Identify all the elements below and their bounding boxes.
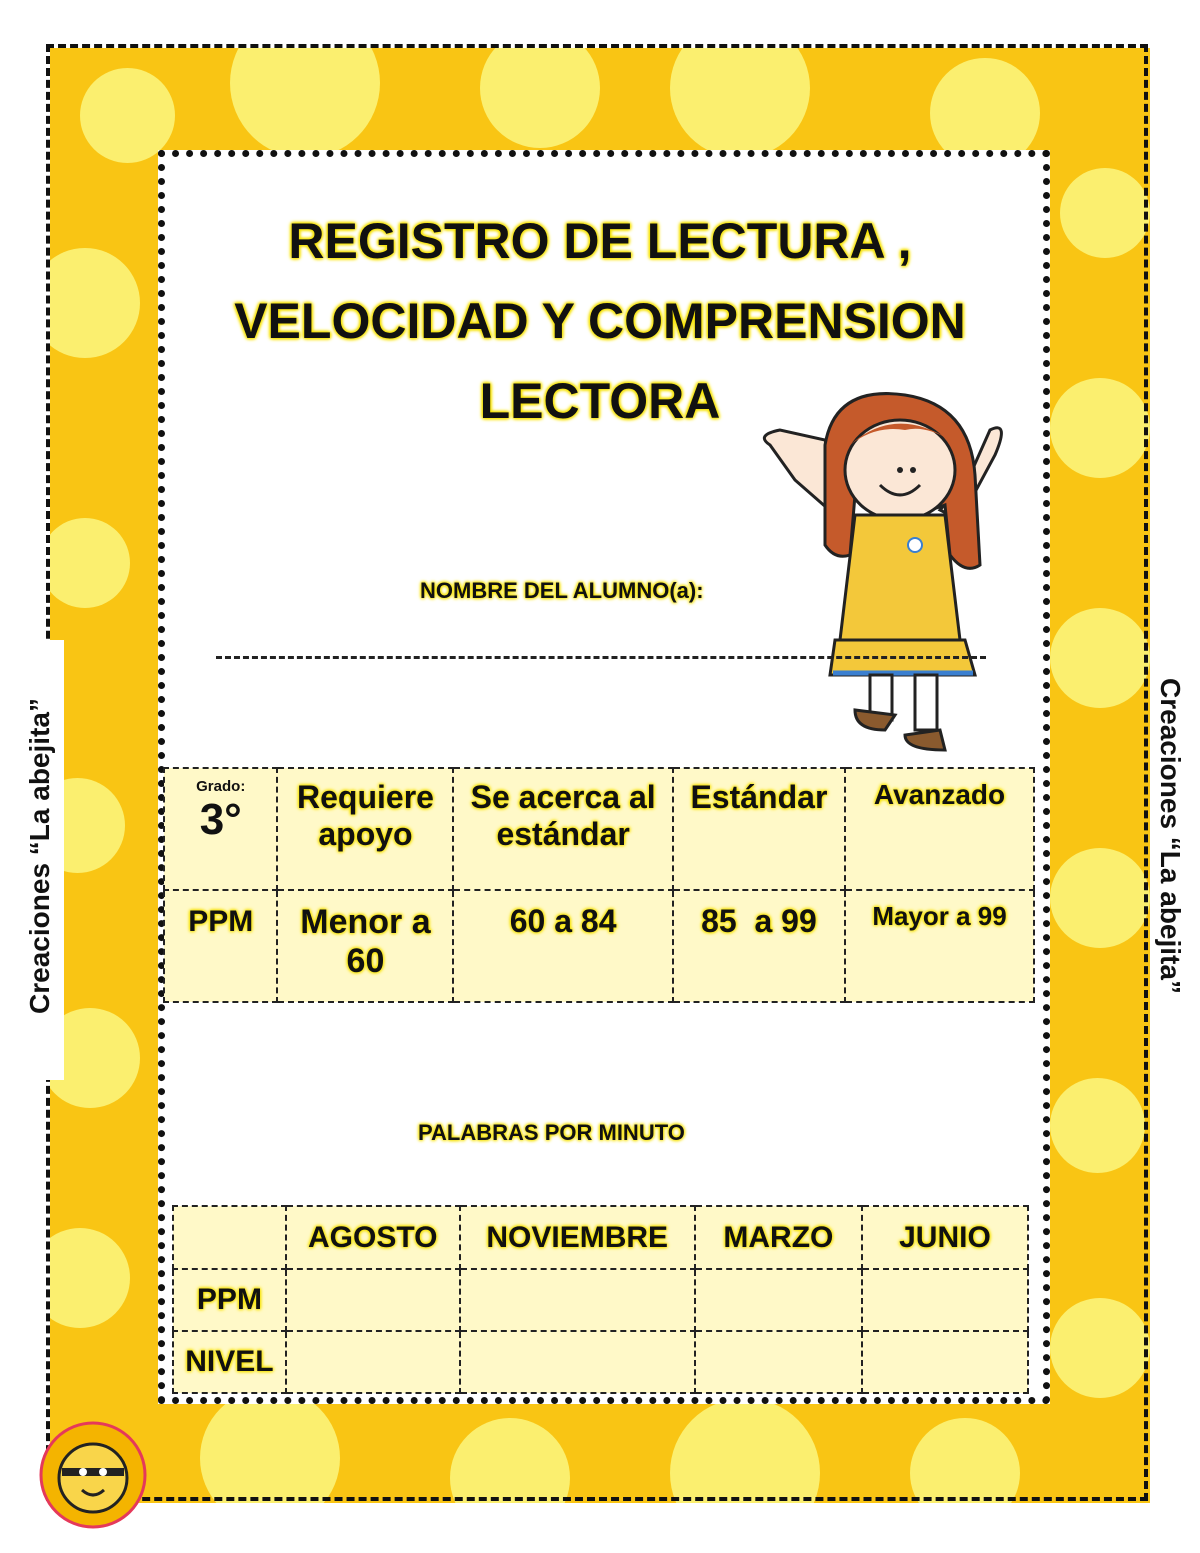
value-estandar-text: 85 a 99: [701, 903, 817, 939]
value-estandar: [673, 890, 845, 1002]
row-label-nivel: [173, 1331, 286, 1393]
value-avanzado-text: Mayor a 99: [872, 901, 1007, 931]
grade-label: Grado:: [196, 778, 246, 795]
polka-dot: [670, 1398, 820, 1503]
header-avanzado-text: Avanzado: [873, 779, 1006, 810]
month-marzo-text: MARZO: [723, 1220, 834, 1254]
row-label-ppm: [173, 1269, 286, 1331]
polka-dot: [1060, 168, 1150, 258]
polka-dot: [910, 1418, 1020, 1503]
ppm-marzo-cell[interactable]: [695, 1269, 862, 1331]
polka-dot: [1050, 1298, 1150, 1398]
header-requiere-apoyo: [277, 768, 453, 890]
value-se-acerca-text: 60 a 84: [509, 903, 617, 939]
nivel-junio-cell[interactable]: [862, 1331, 1028, 1393]
ppm-section-title: PALABRAS POR MINUTO: [418, 1120, 685, 1145]
polka-dot: [200, 1388, 340, 1503]
title-line-2: VELOCIDAD Y COMPRENSION: [234, 293, 966, 349]
monthly-ppm-table: [172, 1205, 1029, 1394]
ppm-row-label: [164, 890, 277, 1002]
month-header-agosto: [286, 1206, 460, 1269]
polka-dot: [670, 48, 810, 158]
title-line-1: REGISTRO DE LECTURA ,: [288, 213, 912, 269]
month-header-junio: [862, 1206, 1028, 1269]
polka-dot: [480, 48, 600, 148]
row-label-nivel-text: NIVEL: [185, 1345, 274, 1378]
header-estandar-text: Estándar: [690, 779, 828, 815]
bee-logo-icon: [38, 1420, 148, 1530]
polka-dot: [1050, 608, 1150, 708]
grade-cell: [164, 768, 277, 890]
polka-dot: [80, 68, 175, 163]
grade-value: 3°: [199, 795, 242, 844]
ppm-agosto-cell[interactable]: [286, 1269, 460, 1331]
month-noviembre-text: NOVIEMBRE: [486, 1220, 669, 1254]
value-avanzado: [845, 890, 1034, 1002]
value-se-acerca: [453, 890, 672, 1002]
polka-dot: [50, 518, 130, 608]
nivel-noviembre-cell[interactable]: [460, 1331, 695, 1393]
polka-dot: [50, 1228, 130, 1328]
month-header-marzo: [695, 1206, 862, 1269]
ppm-noviembre-cell[interactable]: [460, 1269, 695, 1331]
header-se-acerca: [453, 768, 672, 890]
nivel-agosto-cell[interactable]: [286, 1331, 460, 1393]
side-text-right: Creaciones “La abejita”: [1155, 678, 1186, 994]
student-name-line[interactable]: [216, 656, 986, 659]
title-line-3: LECTORA: [479, 373, 721, 429]
side-text-left: Creaciones “La abejita”: [24, 698, 55, 1014]
girl-illustration: [755, 385, 1015, 765]
polka-dot: [1050, 848, 1150, 948]
polka-dot: [50, 248, 140, 358]
month-agosto-text: AGOSTO: [308, 1220, 438, 1254]
polka-dot: [1050, 1078, 1145, 1173]
header-requiere-apoyo-text: Requiere apoyo: [297, 779, 434, 852]
reading-level-table: [163, 767, 1035, 1003]
ppm-row-label-text: PPM: [188, 905, 254, 938]
header-avanzado: [845, 768, 1034, 890]
row-label-ppm-text: PPM: [196, 1283, 262, 1316]
value-requiere-apoyo-text: Menor a 60: [300, 903, 431, 980]
value-requiere-apoyo: [277, 890, 453, 1002]
header-estandar: [673, 768, 845, 890]
month-header-noviembre: [460, 1206, 695, 1269]
ppm-junio-cell[interactable]: [862, 1269, 1028, 1331]
header-se-acerca-text: Se acerca al estándar: [470, 779, 656, 852]
polka-dot: [230, 48, 380, 158]
monthly-corner-cell: [173, 1206, 286, 1269]
month-junio-text: JUNIO: [899, 1220, 991, 1254]
nivel-marzo-cell[interactable]: [695, 1331, 862, 1393]
polka-dot: [1050, 378, 1150, 478]
student-name-label: NOMBRE DEL ALUMNO(a):: [420, 578, 704, 603]
polka-dot: [450, 1418, 570, 1503]
